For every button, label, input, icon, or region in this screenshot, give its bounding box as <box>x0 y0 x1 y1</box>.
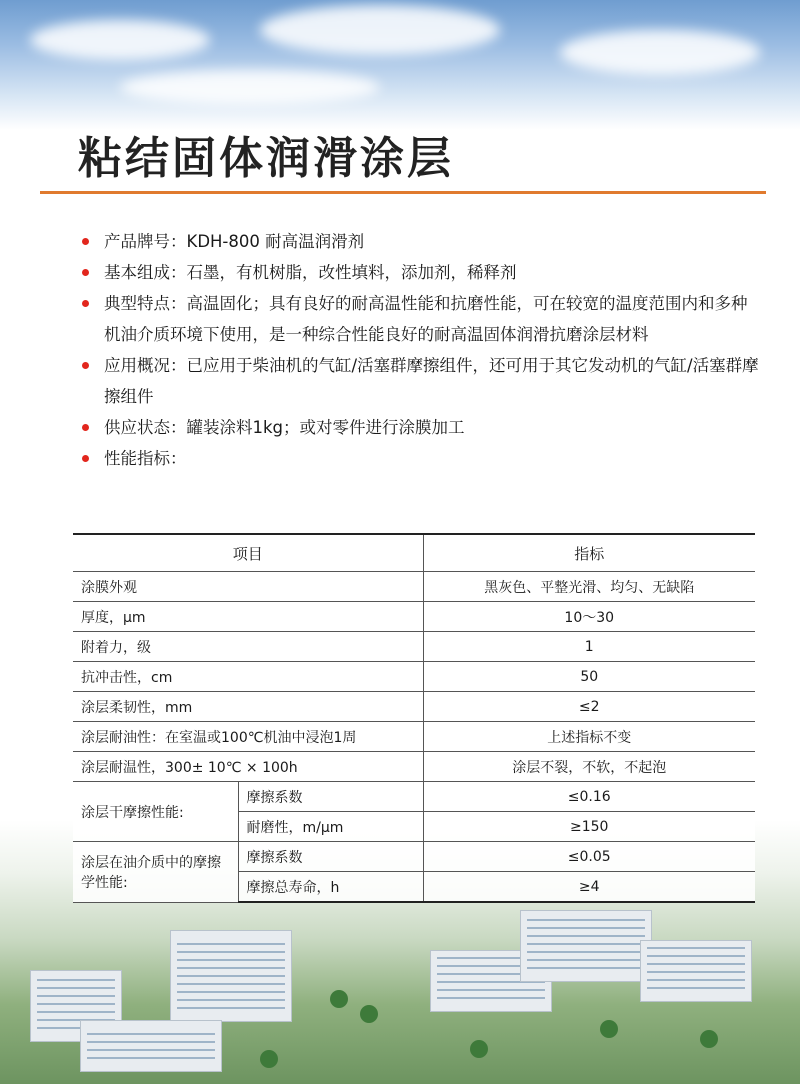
row-value: 涂层不裂，不软，不起泡 <box>423 752 755 782</box>
bullet-dot-icon <box>82 238 89 245</box>
feature-list <box>70 226 760 474</box>
row-value: 黑灰色、平整光滑、均匀、无缺陷 <box>423 572 755 602</box>
group-label: 涂层干摩擦性能: <box>73 782 238 842</box>
sub-value: ≤0.05 <box>423 842 755 872</box>
bullet-dot-icon <box>82 424 89 431</box>
row-item: 涂层耐温性，300± 10℃ × 100h <box>73 752 423 782</box>
row-item: 涂层柔韧性，mm <box>73 692 423 722</box>
sub-item: 耐磨性，m/μm <box>238 812 423 842</box>
row-item: 附着力，级 <box>73 632 423 662</box>
sub-item: 摩擦总寿命，h <box>238 872 423 903</box>
table-row <box>73 692 755 722</box>
list-item: 典型特点：高温固化；具有良好的耐高温性能和抗磨性能，可在较宽的温度范围内和多种机油介质环境下使用，是一种综合性能良好的耐高温固体润滑抗磨涂层材料 <box>70 288 760 350</box>
bullet-dot-icon <box>82 300 89 307</box>
bullet-dot-icon <box>82 362 89 369</box>
list-item: 性能指标： <box>70 443 760 474</box>
header-value: 指标 <box>423 534 755 572</box>
bullet-dot-icon <box>82 269 89 276</box>
table-row <box>73 782 755 812</box>
group-label: 涂层在油介质中的摩擦学性能: <box>73 842 238 903</box>
list-item: 供应状态：罐装涂料1kg；或对零件进行涂膜加工 <box>70 412 760 443</box>
table-row <box>73 602 755 632</box>
table-row <box>73 632 755 662</box>
list-item: 应用概况：已应用于柴油机的气缸/活塞群摩擦组件，还可用于其它发动机的气缸/活塞群摩擦组件 <box>70 350 760 412</box>
spec-table <box>73 533 755 903</box>
sky-banner <box>0 0 800 130</box>
row-item: 厚度，μm <box>73 602 423 632</box>
sub-item: 摩擦系数 <box>238 782 423 812</box>
row-value: 1 <box>423 632 755 662</box>
sub-value: ≥4 <box>423 872 755 903</box>
sub-item: 摩擦系数 <box>238 842 423 872</box>
title-underline <box>40 191 766 194</box>
list-item: 基本组成：石墨，有机树脂，改性填料，添加剂，稀释剂 <box>70 257 760 288</box>
sub-value: ≤0.16 <box>423 782 755 812</box>
row-value: 上述指标不变 <box>423 722 755 752</box>
table-row <box>73 752 755 782</box>
table-row <box>73 572 755 602</box>
bullet-dot-icon <box>82 455 89 462</box>
table-row <box>73 842 755 872</box>
row-item: 抗冲击性，cm <box>73 662 423 692</box>
row-value: 10～30 <box>423 602 755 632</box>
header-item: 项目 <box>73 534 423 572</box>
row-value: ≤2 <box>423 692 755 722</box>
list-item: 产品牌号：KDH-800 耐高温润滑剂 <box>70 226 760 257</box>
row-value: 50 <box>423 662 755 692</box>
table-header-row <box>73 534 755 572</box>
page-title: 粘结固体润滑涂层 <box>78 133 454 184</box>
sub-value: ≥150 <box>423 812 755 842</box>
row-item: 涂膜外观 <box>73 572 423 602</box>
row-item: 涂层耐油性：在室温或100℃机油中浸泡1周 <box>73 722 423 752</box>
table-row <box>73 662 755 692</box>
table-row <box>73 722 755 752</box>
